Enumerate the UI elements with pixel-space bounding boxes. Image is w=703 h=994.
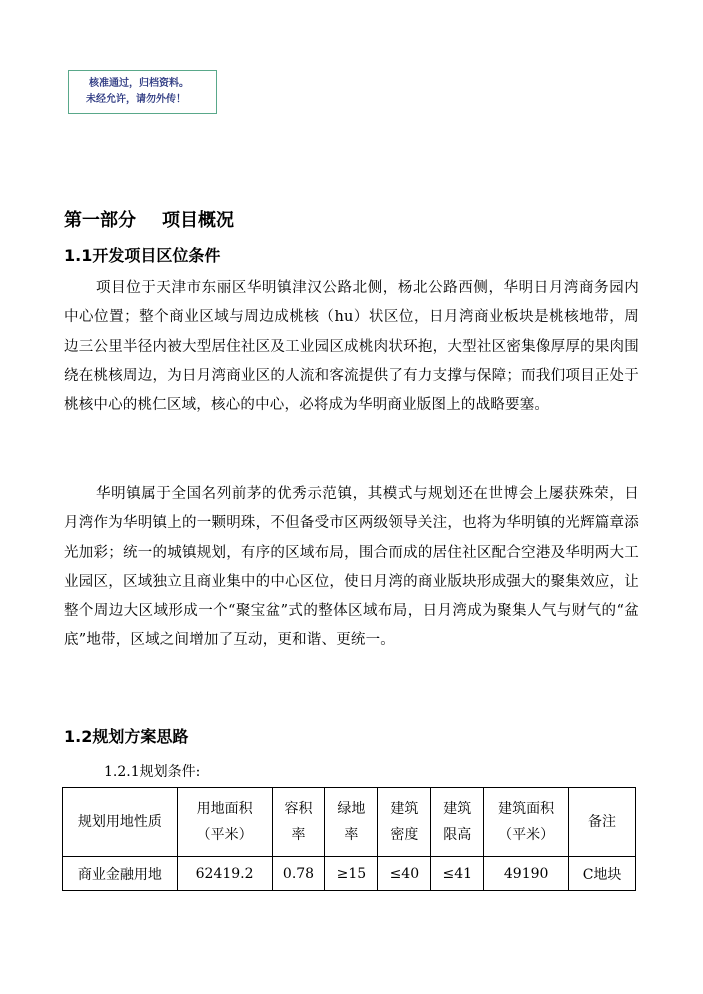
subheading-planning-conditions: 1.2.1规划条件: — [104, 764, 201, 780]
header-green-ratio: 绿地 率 — [325, 788, 378, 857]
part-heading — [64, 210, 234, 232]
cell-plot-ratio: 0.78 — [272, 857, 325, 891]
planning-conditions-table — [62, 787, 636, 891]
stamp-line-2: 未经允许，请勿外传！ — [86, 94, 186, 105]
cell-land-use: 商业金融用地 — [63, 857, 178, 891]
table-header-row — [63, 788, 636, 857]
cell-floor-area: 49190 — [484, 857, 569, 891]
paragraph-huaming: 华明镇属于全国名列前茅的优秀示范镇，其模式与规划还在世博会上屡获殊荣，日月湾作为华明镇上的一颗明珠，不但备受市区两级领导关注，也将为华明镇的光辉篇章添光加彩；统一的城镇规划，有序的区域布局，围合而成的居住社区配合空港及华明两大工业园区，区域独立且商业集中的中心区位，使日月湾的商业版块形成强大的聚集效应，让整个周边大区域形成一个“聚宝盆”式的整体区域布局，日月湾成为聚集人气与财气的“盆底”地带，区域之间增加了互动，更和谐、更统一。 — [64, 486, 639, 649]
paragraph-location: 项目位于天津市东丽区华明镇津汉公路北侧，杨北公路西侧，华明日月湾商务园内中心位置；整个商业区域与周边成桃核（hu）状区位，日月湾商业板块是桃核地带，周边三公里半径内被大型居住社区及工业园区成桃肉状环抱，大型社区密集像厚厚的果肉围绕在桃核周边，为日月湾商业区的人流和客流提供了有力支撑与保障；而我们项目正处于桃核中心的桃仁区域，核心的中心，必将成为华明商业版图上的战略要塞。 — [64, 280, 639, 414]
header-height-limit: 建筑 限高 — [431, 788, 484, 857]
cell-building-density: ≤40 — [378, 857, 431, 891]
header-land-area: 用地面积 （平米） — [177, 788, 272, 857]
section-heading-1-2: 1.2规划方案思路 — [64, 727, 189, 746]
cell-green-ratio: ≥15 — [325, 857, 378, 891]
cell-height-limit: ≤41 — [431, 857, 484, 891]
section-heading-1-1: 1.1开发项目区位条件 — [64, 246, 221, 265]
header-building-density: 建筑 密度 — [378, 788, 431, 857]
stamp-line-1: 核准通过，归档资料。 — [89, 78, 189, 89]
part-heading-label: 第一部分 — [64, 210, 136, 231]
header-remarks: 备注 — [569, 788, 636, 857]
header-floor-area: 建筑面积 （平米） — [484, 788, 569, 857]
archive-stamp — [68, 70, 217, 114]
part-heading-title: 项目概况 — [162, 210, 234, 231]
table-row — [63, 857, 636, 891]
header-land-use: 规划用地性质 — [63, 788, 178, 857]
cell-remarks: C地块 — [569, 857, 636, 891]
header-plot-ratio: 容积 率 — [272, 788, 325, 857]
cell-land-area: 62419.2 — [177, 857, 272, 891]
